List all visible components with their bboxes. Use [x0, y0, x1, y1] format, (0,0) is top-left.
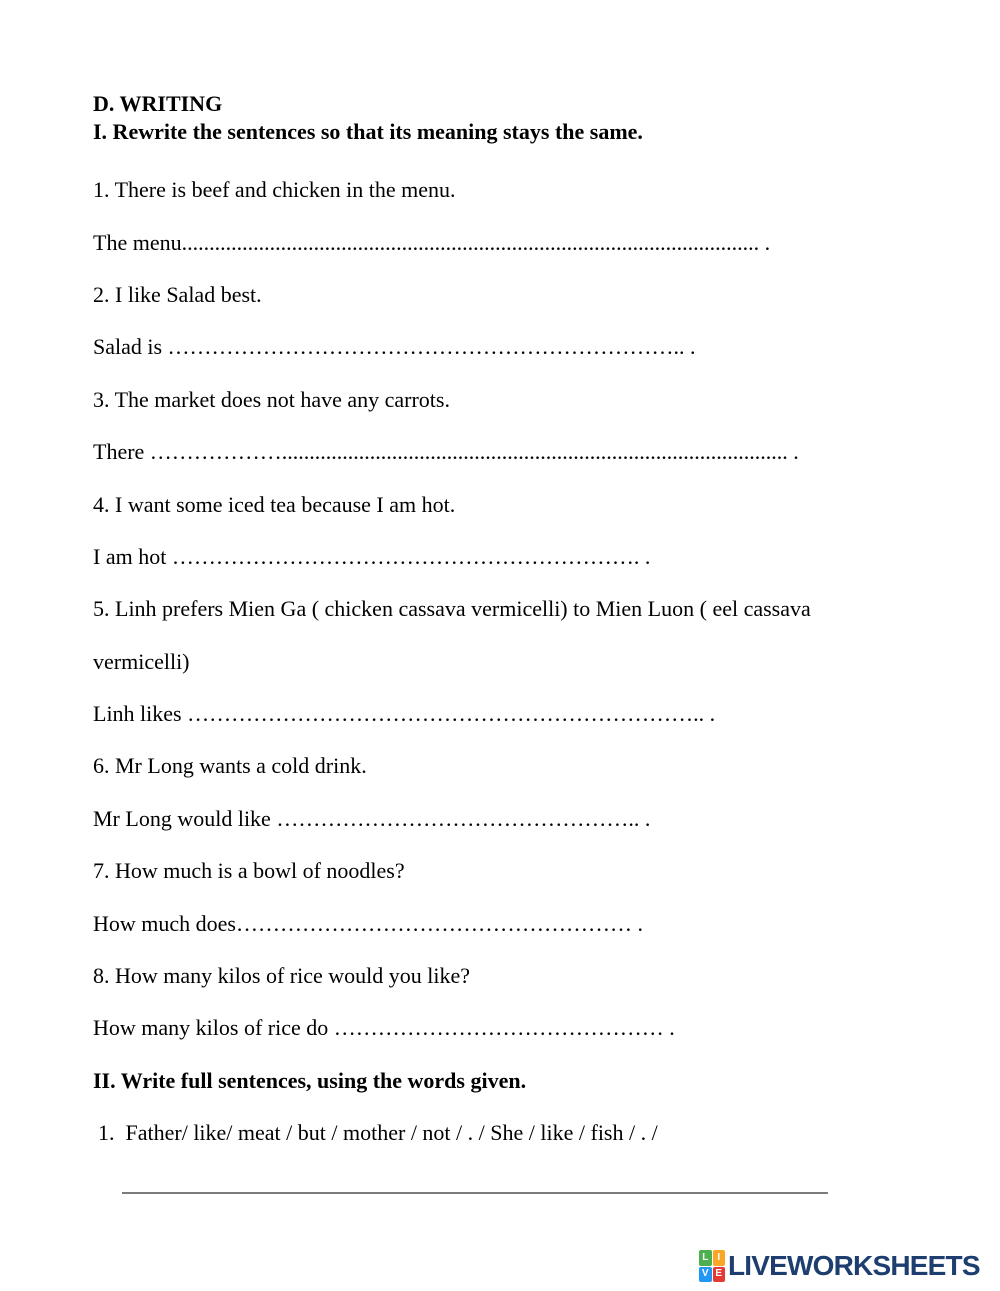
liveworksheets-logo[interactable]	[699, 1250, 980, 1282]
exercise2-item-1-answer-line[interactable]	[122, 1192, 828, 1194]
exercise1-item-6-prompt: 6. Mr Long wants a cold drink.	[93, 753, 367, 779]
exercise1-item-8-answer-line[interactable]: How many kilos of rice do ……………………………………… .	[93, 1015, 675, 1041]
exercise1-item-7-prompt: 7. How much is a bowl of noodles?	[93, 858, 405, 884]
exercise1-item-1-prompt: 1. There is beef and chicken in the menu.	[93, 177, 456, 203]
worksheet-content	[93, 90, 903, 1159]
exercise1-item-7-answer-line[interactable]: How much does……………………………………………… .	[93, 910, 643, 936]
exercise1-item-3-answer-line[interactable]: There ………………............................................................................................ .	[93, 439, 799, 465]
logo-tile-v: V	[699, 1267, 712, 1283]
exercise1-item-4-answer-line[interactable]: I am hot ………………………………………………………. .	[93, 543, 651, 569]
liveworksheets-icon	[699, 1250, 725, 1282]
logo-text: LIVEWORKSHEETS	[728, 1250, 980, 1281]
exercise1-item-3-prompt: 3. The market does not have any carrots.	[93, 386, 450, 412]
exercise1-item-8-prompt: 8. How many kilos of rice would you like?	[93, 963, 470, 989]
exercise1-item-4-prompt: 4. I want some iced tea because I am hot.	[93, 491, 456, 517]
exercise1-lines	[93, 164, 903, 1159]
exercise1-item-5-prompt: 5. Linh prefers Mien Ga ( chicken cassava vermicelli) to Mien Luon ( eel cassava	[93, 596, 811, 622]
task1-heading: I. Rewrite the sentences so that its meaning stays the same.	[93, 119, 643, 144]
headings	[93, 90, 903, 146]
logo-tile-l: L	[699, 1250, 712, 1266]
exercise2-item-1-prompt: 1. Father/ like/ meat / but / mother / not / . / She / like / fish / . /	[98, 1120, 658, 1146]
logo-tile-i: I	[713, 1250, 726, 1266]
logo-tile-e: E	[713, 1267, 726, 1283]
exercise1-item-2-answer-line[interactable]: Salad is …………………………………………………………….. .	[93, 334, 696, 360]
exercise1-item-1-answer-line[interactable]: The menu......................................................................................................... .	[93, 229, 771, 255]
exercise1-item-5-answer-line[interactable]: Linh likes …………………………………………………………….. .	[93, 701, 716, 727]
section-heading: D. WRITING	[93, 91, 223, 116]
exercise1-item-6-answer-line[interactable]: Mr Long would like ………………………………………….. .	[93, 805, 651, 831]
task2-heading: II. Write full sentences, using the words given.	[93, 1067, 527, 1093]
exercise1-item-5-prompt-line2: vermicelli)	[93, 648, 190, 674]
exercise1-item-2-prompt: 2. I like Salad best.	[93, 281, 262, 307]
